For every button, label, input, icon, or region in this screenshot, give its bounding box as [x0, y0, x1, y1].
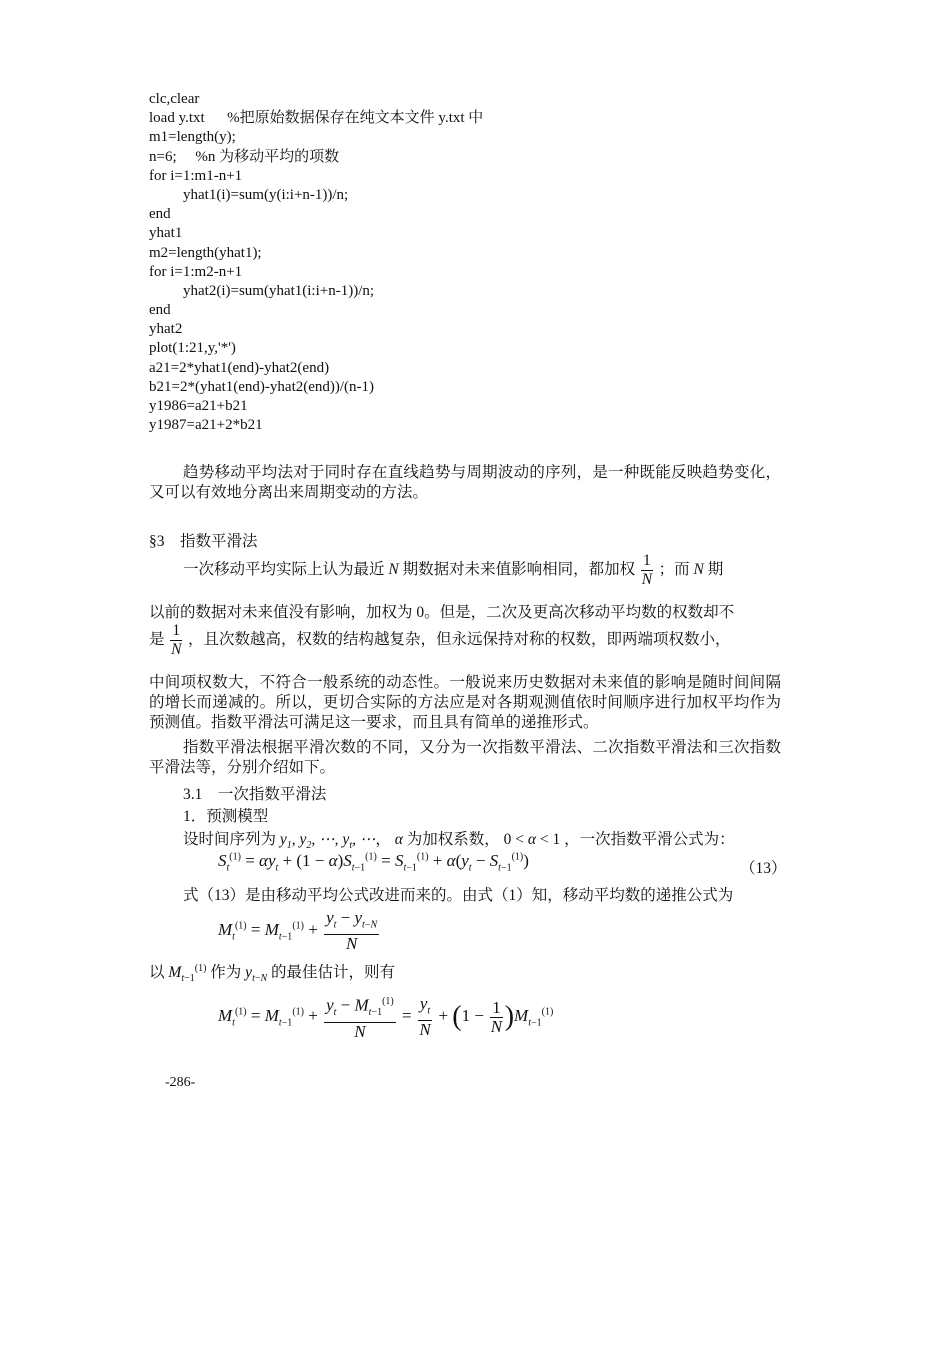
trend-paragraph: 趋势移动平均法对于同时存在直线趋势与周期波动的序列，是一种既能反映趋势变化，又可以有效地分离出来周期变动的方法。	[149, 464, 781, 501]
series-definition: 设时间序列为 $y_1$, $y_2$, ⋯, $y_t$, ⋯， α 为加权系数， 0 < α < 1 ，一次指数平滑公式为：	[183, 831, 735, 852]
code-line: b21=2*(yhat1(end)-yhat2(end))/(n-1)	[149, 378, 375, 395]
text: 期数据对未来值影响相同，都加权	[402, 561, 636, 579]
text: 的最佳估计，则有	[271, 964, 396, 981]
paragraph-line-3	[149, 622, 731, 659]
fraction-1-over-N	[170, 622, 182, 659]
equation-moving-average: $M_t^{(1)} = M_{t-1}^{(1)}$ + $\frac{y_t - y_{t-N}}{N}$	[218, 908, 378, 954]
text: 为加权系数，	[406, 831, 500, 848]
code-line: plot(1:21,y,'*')	[149, 340, 236, 357]
code-line: end	[149, 206, 171, 223]
code-line: yhat1(i)=sum(y(i:i+n-1))/n;	[183, 186, 349, 203]
text: 作为	[210, 964, 242, 981]
code-line: for i=1:m2-n+1	[149, 263, 243, 280]
code-line: n=6; %n 为移动平均的项数	[149, 148, 340, 165]
numerator: 1	[172, 622, 181, 639]
paragraph-line-2: 以前的数据对未来值没有影响，加权为 0。但是，二次及更高次移动平均数的权数却不	[149, 604, 735, 621]
fraction: $\frac{y_t - M_{t-1}^{(1)}}{N}$	[324, 993, 396, 1041]
equation-13: $S_t^{(1)} = \alpha y_t + (1 - \alpha)S_{t-1}^{(1)} = S_{t-1}^{(1)} + \alpha(y_t - S_{t-1}^{(1)})$	[218, 851, 529, 874]
text: 是	[149, 631, 165, 649]
code-line: y1987=a21+2*b21	[149, 417, 263, 434]
fraction-1-over-N	[641, 552, 653, 589]
alpha-range: 0 < α < 1	[503, 831, 561, 848]
code-line: load y.txt %把原始数据保存在纯文本文件 y.txt 中	[149, 110, 484, 127]
code-line: yhat2	[149, 321, 183, 338]
text: 期	[707, 561, 724, 579]
code-line: end	[149, 302, 171, 319]
code-line: m2=length(yhat1);	[149, 244, 262, 261]
paragraph-estimate: 以 $M_{t-1}^{(1)}$ 作为 $y_{t-N}$ 的最佳估计，则有	[149, 962, 396, 985]
denominator: N	[171, 641, 182, 658]
text: ；而	[658, 561, 690, 579]
text: 以	[149, 964, 165, 981]
subsubsection-title: 1．预测模型	[183, 808, 269, 825]
fraction: $\frac{1}{N}$	[490, 997, 503, 1036]
equation-final: $M_t^{(1)} = M_{t-1}^{(1)}$ + $\frac{y_t - M_{t-1}^{(1)}}{N}$ = $\frac{y_t}{N}$ + (1 − $\frac{1}{N}$ )$M_{t-1}^{(1)}$	[218, 993, 554, 1042]
code-line: m1=length(y);	[149, 129, 236, 146]
section-title: §3 指数平滑法	[149, 533, 258, 550]
numerator: 1	[643, 552, 651, 569]
symbol-N: N	[693, 561, 704, 579]
alpha-symbol: α	[394, 831, 403, 848]
equation-number: （13）	[740, 860, 787, 877]
fraction: $\frac{y_t}{N}$	[419, 993, 431, 1040]
subsection-title: 3.1 一次指数平滑法	[183, 786, 327, 803]
paragraph-eq-origin: 式（13）是由移动平均公式改进而来的。由式（1）知，移动平均数的递推公式为	[183, 887, 734, 904]
code-line: y1986=a21+b21	[149, 398, 248, 414]
series-formula: $y_1$, $y_2$, ⋯, $y_t$, ⋯	[279, 831, 376, 852]
code-line: yhat2(i)=sum(yhat1(i:i+n-1))/n;	[183, 282, 375, 299]
paragraph-smoothing-types: 指数平滑法根据平滑次数的不同，又分为一次指数平滑法、二次指数平滑法和三次指数平滑法等，分别介绍如下。	[149, 739, 781, 776]
text: ，一次指数平滑公式为：	[564, 831, 735, 848]
paragraph-line-1	[183, 552, 723, 589]
symbol-N: N	[388, 561, 399, 579]
denominator: N	[641, 571, 653, 588]
text: ，且次数越高，权数的结构越复杂，但永远保持对称的权数，即两端项权数小，	[188, 631, 731, 649]
paragraph-body: 中间项权数大，不符合一般系统的动态性。一般说来历史数据对未来值的影响是随时间间隔的增长而递减的。所以，更切合实际的方法应是对各期观测值依时间顺序进行加权平均作为预测值。指数平滑法可满足这一要求，而且具有简单的递推形式。	[149, 674, 781, 731]
code-block	[149, 90, 483, 435]
text: 设时间序列为	[183, 831, 277, 848]
code-line: clc,clear	[149, 91, 200, 107]
code-line: yhat1	[149, 225, 183, 242]
page-number: -286-	[165, 1075, 196, 1090]
text: 一次移动平均实际上认为最近	[183, 561, 385, 579]
code-line: a21=2*yhat1(end)-yhat2(end)	[149, 359, 330, 376]
fraction: $\frac{y_t - y_{t-N}}{N}$	[326, 908, 378, 954]
code-line: for i=1:m1-n+1	[149, 167, 243, 184]
